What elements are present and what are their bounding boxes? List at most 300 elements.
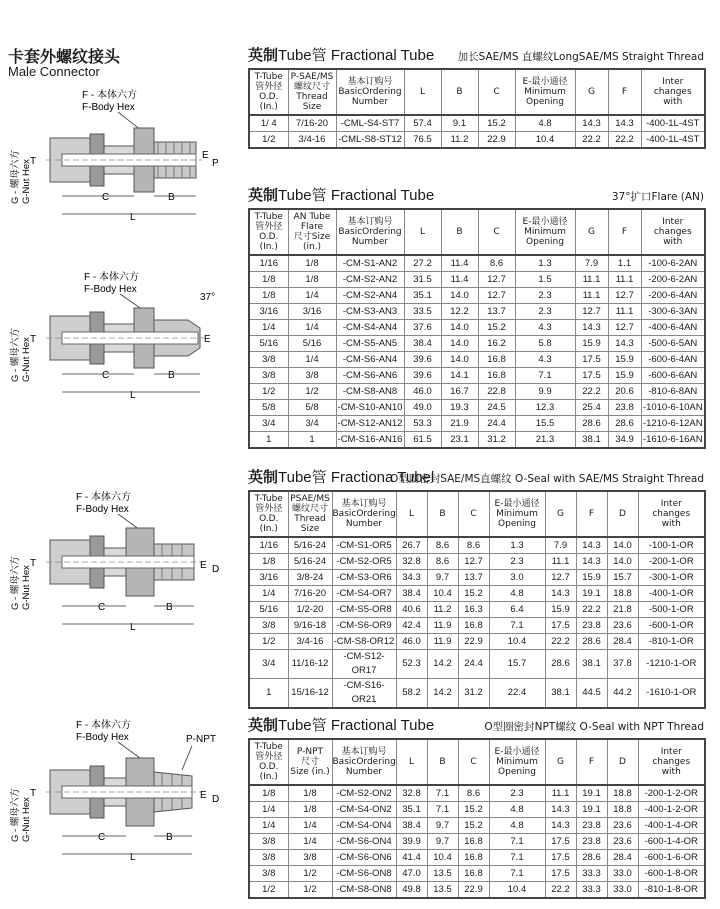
- table-cell: 16.8: [458, 618, 489, 634]
- column-header: [249, 491, 288, 537]
- dimension-label: T: [30, 156, 37, 167]
- table-cell: -300-6-3AN: [641, 304, 705, 320]
- table-cell: 16.8: [458, 850, 489, 866]
- table-cell: -1010-6-10AN: [641, 400, 705, 416]
- section-title: 英制Tube管 Fractional Tube: [248, 46, 435, 64]
- column-header-line: O.D. (In.): [259, 514, 279, 534]
- table-cell: -CM-S6-AN6: [336, 368, 404, 384]
- table-cell: -500-1-OR: [638, 602, 705, 618]
- table-cell: -1210-6-12AN: [641, 416, 705, 432]
- drawing-oseal-sae: [6, 488, 228, 638]
- table-row: [249, 416, 705, 432]
- column-header-line: O.D. (In.): [259, 762, 279, 782]
- page-title: 卡套外螺纹接头: [8, 47, 121, 66]
- table-cell: 22.2: [545, 882, 576, 899]
- column-header-line: changes: [653, 87, 692, 97]
- column-header: [288, 739, 332, 785]
- table-cell: 4.3: [515, 352, 575, 368]
- table-cell: 31.2: [478, 432, 515, 449]
- table-cell: -400-1L-4ST: [641, 115, 705, 132]
- table-cell: -600-1-8-OR: [638, 866, 705, 882]
- table-cell: 13.7: [478, 304, 515, 320]
- table-cell: 13.5: [427, 882, 458, 899]
- table-cell: -CM-S4-ON4: [332, 818, 396, 834]
- table-cell: 14.3: [576, 537, 607, 554]
- table-cell: 22.2: [545, 634, 576, 650]
- table-cell: 32.8: [396, 785, 427, 802]
- column-header-line: Number: [351, 237, 389, 247]
- table-cell: 21.3: [515, 432, 575, 449]
- table-cell: -600-1-OR: [638, 618, 705, 634]
- table-cell: 9.7: [427, 834, 458, 850]
- column-header: [545, 491, 576, 537]
- drawing-straight-thread: [6, 86, 228, 236]
- table-cell: 1/16: [249, 255, 288, 272]
- dimension-label: L: [130, 212, 136, 223]
- table-cell: -1610-1-OR: [638, 679, 705, 709]
- column-header: [575, 209, 608, 255]
- table-cell: 1: [249, 432, 288, 449]
- table-cell: 15.9: [576, 570, 607, 586]
- table-cell: 11/16-12: [288, 650, 332, 679]
- table-cell: 7.1: [427, 802, 458, 818]
- table-cell: 22.2: [608, 132, 641, 149]
- column-header: [441, 69, 478, 115]
- table-cell: 8.6: [427, 554, 458, 570]
- table-cell: 2.3: [489, 554, 545, 570]
- table-cell: 3/8: [249, 866, 288, 882]
- table-cell: 14.0: [441, 288, 478, 304]
- table-cell: 2.3: [515, 304, 575, 320]
- table-cell: 2.3: [489, 785, 545, 802]
- table-cell: 1/4: [288, 352, 336, 368]
- table-cell: 52.3: [396, 650, 427, 679]
- dimension-label: L: [130, 622, 136, 633]
- table-cell: 15.2: [458, 802, 489, 818]
- table-row: [249, 115, 705, 132]
- table-cell: 1.1: [608, 255, 641, 272]
- table-cell: 1/8: [249, 554, 288, 570]
- column-header-line: P-NPT: [296, 747, 324, 757]
- table-cell: 11.9: [427, 634, 458, 650]
- table-cell: 16.8: [478, 352, 515, 368]
- column-header: [489, 491, 545, 537]
- column-header-line: B: [456, 87, 463, 97]
- table-cell: 14.0: [441, 336, 478, 352]
- column-header-line: Inter: [662, 217, 684, 227]
- table-cell: -CM-S16-AN16: [336, 432, 404, 449]
- table-cell: -500-6-5AN: [641, 336, 705, 352]
- column-header-line: O.D. (In.): [259, 92, 279, 112]
- table-cell: 3/16: [249, 570, 288, 586]
- column-header-line: B: [439, 757, 446, 767]
- table-cell: 31.2: [458, 679, 489, 709]
- table-cell: -CM-S2-ON2: [332, 785, 396, 802]
- table-cell: 14.3: [545, 586, 576, 602]
- column-header-line: D: [619, 509, 626, 519]
- column-header-line: 基本订购号: [347, 217, 393, 227]
- table-cell: -100-1-OR: [638, 537, 705, 554]
- column-header: [332, 491, 396, 537]
- column-header-line: G: [557, 757, 564, 767]
- table-cell: 10.4: [515, 132, 575, 149]
- column-header: [404, 209, 441, 255]
- table-row: [249, 570, 705, 586]
- table-row: [249, 866, 705, 882]
- table-cell: 6.4: [489, 602, 545, 618]
- drawing-npt-label: P-NPT: [186, 734, 216, 745]
- table-cell: 14.2: [427, 679, 458, 709]
- table-cell: 7/16-20: [288, 115, 336, 132]
- table-row: [249, 368, 705, 384]
- column-header: [288, 209, 336, 255]
- dimension-label: G-Nut Hex: [21, 797, 32, 842]
- table-cell: 23.6: [607, 834, 638, 850]
- table-cell: -CM-S1-OR5: [332, 537, 396, 554]
- section-note: 37°扩口Flare (AN): [611, 191, 704, 203]
- table-cell: 31.5: [404, 272, 441, 288]
- dimension-label: G-Nut Hex: [21, 337, 32, 382]
- table-cell: -CM-S12-OR17: [332, 650, 396, 679]
- table-cell: 10.4: [489, 634, 545, 650]
- table-cell: 19.3: [441, 400, 478, 416]
- table-row: [249, 352, 705, 368]
- table-cell: 7.9: [575, 255, 608, 272]
- table-row: [249, 432, 705, 449]
- column-header-line: G: [588, 227, 595, 237]
- column-header-line: 螺纹尺寸: [293, 82, 330, 92]
- column-header-line: L: [408, 509, 414, 519]
- table-cell: 15.2: [458, 586, 489, 602]
- column-header-line: Opening: [526, 237, 564, 247]
- table-row: [249, 618, 705, 634]
- table-cell: 11.1: [608, 272, 641, 288]
- dimension-label: C: [98, 602, 106, 613]
- table-cell: -CM-S5-OR8: [332, 602, 396, 618]
- table-cell: 1/2: [249, 882, 288, 899]
- column-header: [396, 739, 427, 785]
- table-cell: 11.2: [441, 132, 478, 149]
- table-cell: -CM-S10-AN10: [336, 400, 404, 416]
- table-cell: -400-1-OR: [638, 586, 705, 602]
- table-cell: 37.6: [404, 320, 441, 336]
- table-cell: 14.3: [575, 115, 608, 132]
- column-header-line: Minimum: [496, 509, 538, 519]
- table-cell: -CM-S1-AN2: [336, 255, 404, 272]
- table-cell: 3/4-16: [288, 634, 332, 650]
- column-header-line: 尺寸: [300, 757, 319, 767]
- column-header: [336, 69, 404, 115]
- dimension-label: G - 螺母六方: [10, 788, 21, 842]
- column-header-line: with: [661, 767, 681, 777]
- table-row: [249, 304, 705, 320]
- table-cell: -CM-S6-ON6: [332, 850, 396, 866]
- table-cell: 9.7: [427, 570, 458, 586]
- table-cell: 33.0: [607, 866, 638, 882]
- table-cell: 1/2: [288, 866, 332, 882]
- table-cell: -CM-S6-AN4: [336, 352, 404, 368]
- column-header-line: Flare: [300, 222, 324, 232]
- table-cell: 23.8: [576, 834, 607, 850]
- table-cell: 28.6: [576, 850, 607, 866]
- table-row: [249, 679, 705, 709]
- table-cell: 9.7: [427, 818, 458, 834]
- column-header: [458, 739, 489, 785]
- table-row: [249, 650, 705, 679]
- section-title: 英制Tube管 Fractional Tube: [248, 716, 435, 734]
- table-cell: 35.1: [396, 802, 427, 818]
- table-cell: -100-6-2AN: [641, 255, 705, 272]
- table-cell: 21.9: [441, 416, 478, 432]
- dimension-label: T: [30, 334, 37, 345]
- table-cell: -1210-1-OR: [638, 650, 705, 679]
- table-row: [249, 586, 705, 602]
- dimension-label: D: [212, 564, 220, 575]
- column-header-line: Opening: [526, 97, 564, 107]
- column-header-line: Number: [345, 519, 383, 529]
- table-cell: 14.0: [607, 554, 638, 570]
- table-cell: 5/16: [288, 336, 336, 352]
- section-note: 加长SAE/MS 直螺纹LongSAE/MS Straight Thread: [457, 51, 704, 63]
- spec-table: [248, 68, 706, 149]
- table-cell: 9/16-18: [288, 618, 332, 634]
- table-cell: 15.7: [607, 570, 638, 586]
- table-cell: -CM-S2-OR5: [332, 554, 396, 570]
- column-header-line: Minimum: [524, 227, 566, 237]
- table-cell: 13.5: [427, 866, 458, 882]
- table-cell: -CM-S4-OR7: [332, 586, 396, 602]
- table-cell: 16.7: [441, 384, 478, 400]
- table-cell: -200-6-2AN: [641, 272, 705, 288]
- table-cell: 38.1: [545, 679, 576, 709]
- column-header-line: Inter: [662, 77, 684, 87]
- table-cell: 1/4: [288, 818, 332, 834]
- table-cell: 22.4: [489, 679, 545, 709]
- column-header-line: Thread Size: [294, 514, 326, 534]
- column-header-line: AN Tube: [293, 212, 331, 222]
- spec-table: [248, 738, 706, 899]
- column-header: [576, 739, 607, 785]
- dimension-label: E: [200, 560, 207, 571]
- table-row: [249, 336, 705, 352]
- drawing-nut-label-cn: G - 螺母六方: [10, 150, 21, 204]
- column-header-line: D: [619, 757, 626, 767]
- table-cell: 15.2: [478, 320, 515, 336]
- table-cell: -CML-S4-ST7: [336, 115, 404, 132]
- column-header-line: changes: [652, 757, 691, 767]
- table-cell: 46.0: [404, 384, 441, 400]
- table-cell: 12.3: [515, 400, 575, 416]
- table-cell: -CM-S4-AN4: [336, 320, 404, 336]
- table-cell: 16.3: [458, 602, 489, 618]
- table-cell: 1/4: [249, 818, 288, 834]
- table-row: [249, 554, 705, 570]
- table-cell: 15.2: [478, 115, 515, 132]
- table-cell: 22.9: [458, 882, 489, 899]
- column-header: [478, 209, 515, 255]
- table-row: [249, 384, 705, 400]
- table-cell: 3/4-16: [288, 132, 336, 149]
- table-cell: 7.1: [489, 866, 545, 882]
- table-cell: 11.2: [427, 602, 458, 618]
- column-header-line: C: [470, 757, 477, 767]
- table-cell: 17.5: [545, 866, 576, 882]
- column-header: [638, 491, 705, 537]
- table-cell: 38.4: [396, 586, 427, 602]
- table-row: [249, 785, 705, 802]
- table-cell: 4.8: [515, 115, 575, 132]
- drawing-hex-label-en: F-Body Hex: [82, 102, 135, 113]
- column-header-line: 尺寸Size: [293, 232, 331, 242]
- table-cell: 23.6: [607, 818, 638, 834]
- table-cell: 24.4: [478, 416, 515, 432]
- column-header: [608, 69, 641, 115]
- dimension-label: L: [130, 852, 136, 863]
- column-header: [441, 209, 478, 255]
- table-cell: 5.8: [515, 336, 575, 352]
- table-cell: 44.5: [576, 679, 607, 709]
- table-cell: -400-1L-4ST: [641, 132, 705, 149]
- table-cell: 14.3: [608, 336, 641, 352]
- section-flare-an: [248, 186, 704, 449]
- table-cell: 10.4: [427, 850, 458, 866]
- table-cell: -600-1-6-OR: [638, 850, 705, 866]
- table-row: [249, 850, 705, 866]
- column-header: [478, 69, 515, 115]
- table-cell: 40.6: [396, 602, 427, 618]
- table-cell: 22.8: [478, 384, 515, 400]
- table-cell: 1/8: [249, 272, 288, 288]
- table-cell: 15.7: [489, 650, 545, 679]
- dimension-label: D: [212, 794, 220, 805]
- column-header: [396, 491, 427, 537]
- column-header: [427, 739, 458, 785]
- table-cell: 11.9: [427, 618, 458, 634]
- table-cell: 23.6: [607, 618, 638, 634]
- table-row: [249, 602, 705, 618]
- table-cell: 38.1: [575, 432, 608, 449]
- column-header-line: L: [408, 757, 414, 767]
- drawing-nut-label-en: G-Nut Hex: [21, 159, 32, 204]
- table-cell: 1/8: [249, 785, 288, 802]
- table-cell: 15.5: [515, 416, 575, 432]
- column-header-line: F: [588, 757, 595, 767]
- column-header-line: 管外径: [255, 82, 283, 92]
- column-header-line: changes: [653, 227, 692, 237]
- table-cell: 11.4: [441, 255, 478, 272]
- table-cell: 12.2: [441, 304, 478, 320]
- table-cell: 7.1: [489, 618, 545, 634]
- table-cell: 26.7: [396, 537, 427, 554]
- drawing-hex-label-en: F-Body Hex: [84, 284, 137, 295]
- table-cell: 1/4: [249, 586, 288, 602]
- dimension-label: B: [168, 370, 175, 381]
- column-header-line: E-最小通径: [494, 747, 540, 757]
- table-cell: 24.4: [458, 650, 489, 679]
- table-cell: 12.7: [608, 288, 641, 304]
- table-cell: 3/8: [249, 834, 288, 850]
- table-cell: 11.1: [608, 304, 641, 320]
- table-cell: 11.4: [441, 272, 478, 288]
- column-header-line: P-SAE/MS: [290, 72, 334, 82]
- table-cell: 13.7: [458, 570, 489, 586]
- table-cell: 9.1: [441, 115, 478, 132]
- table-cell: 8.6: [478, 255, 515, 272]
- dimension-label: F - 本体六方: [76, 720, 131, 731]
- table-cell: 12.7: [478, 272, 515, 288]
- column-header-line: with: [661, 519, 681, 529]
- table-cell: 22.2: [575, 132, 608, 149]
- column-header-line: T-Tube: [254, 72, 283, 82]
- column-header: [249, 69, 288, 115]
- table-cell: 7.9: [545, 537, 576, 554]
- column-header-line: Minimum: [524, 87, 566, 97]
- table-cell: 12.7: [575, 304, 608, 320]
- table-cell: 24.5: [478, 400, 515, 416]
- dimension-label: C: [98, 832, 106, 843]
- table-cell: 16.8: [478, 368, 515, 384]
- column-header-line: C: [493, 227, 500, 237]
- table-cell: 3/4: [288, 416, 336, 432]
- table-cell: 7.1: [489, 834, 545, 850]
- column-header: [249, 209, 288, 255]
- table-cell: 33.3: [576, 882, 607, 899]
- table-cell: 15/16-12: [288, 679, 332, 709]
- column-header-line: E-最小通径: [522, 77, 568, 87]
- column-header-line: 管外径: [255, 222, 283, 232]
- column-header: [458, 491, 489, 537]
- table-cell: 3/8: [288, 368, 336, 384]
- table-cell: 12.7: [458, 554, 489, 570]
- table-cell: 1/4: [249, 802, 288, 818]
- table-cell: 61.5: [404, 432, 441, 449]
- table-row: [249, 132, 705, 149]
- table-cell: 14.3: [576, 554, 607, 570]
- table-cell: 17.5: [545, 850, 576, 866]
- table-cell: 4.8: [489, 802, 545, 818]
- table-cell: 58.2: [396, 679, 427, 709]
- table-cell: 14.0: [441, 352, 478, 368]
- dimension-label: F-Body Hex: [76, 732, 129, 743]
- column-header-line: (in.): [302, 242, 322, 252]
- table-cell: 32.8: [396, 554, 427, 570]
- table-cell: 15.9: [575, 336, 608, 352]
- table-cell: 12.7: [478, 288, 515, 304]
- column-header: [404, 69, 441, 115]
- column-header-line: BasicOrdering: [338, 87, 402, 97]
- table-cell: 28.6: [608, 416, 641, 432]
- drawing-oseal-npt: [6, 718, 228, 868]
- table-cell: -CM-S8-ON8: [332, 882, 396, 899]
- table-cell: -400-1-4-OR: [638, 818, 705, 834]
- column-header-line: Inter: [660, 499, 682, 509]
- dimension-label: E: [202, 150, 209, 161]
- spec-table: [248, 208, 706, 449]
- table-cell: 33.3: [576, 866, 607, 882]
- table-cell: 12.7: [545, 570, 576, 586]
- dimension-label: G-Nut Hex: [21, 565, 32, 610]
- table-cell: -CM-S6-ON4: [332, 834, 396, 850]
- table-row: [249, 255, 705, 272]
- table-cell: 5/8: [288, 400, 336, 416]
- table-row: [249, 400, 705, 416]
- table-cell: 35.1: [404, 288, 441, 304]
- table-cell: -200-1-OR: [638, 554, 705, 570]
- column-header-line: F: [621, 227, 628, 237]
- column-header-line: B: [456, 227, 463, 237]
- table-cell: 17.5: [545, 618, 576, 634]
- table-cell: -CM-S5-AN5: [336, 336, 404, 352]
